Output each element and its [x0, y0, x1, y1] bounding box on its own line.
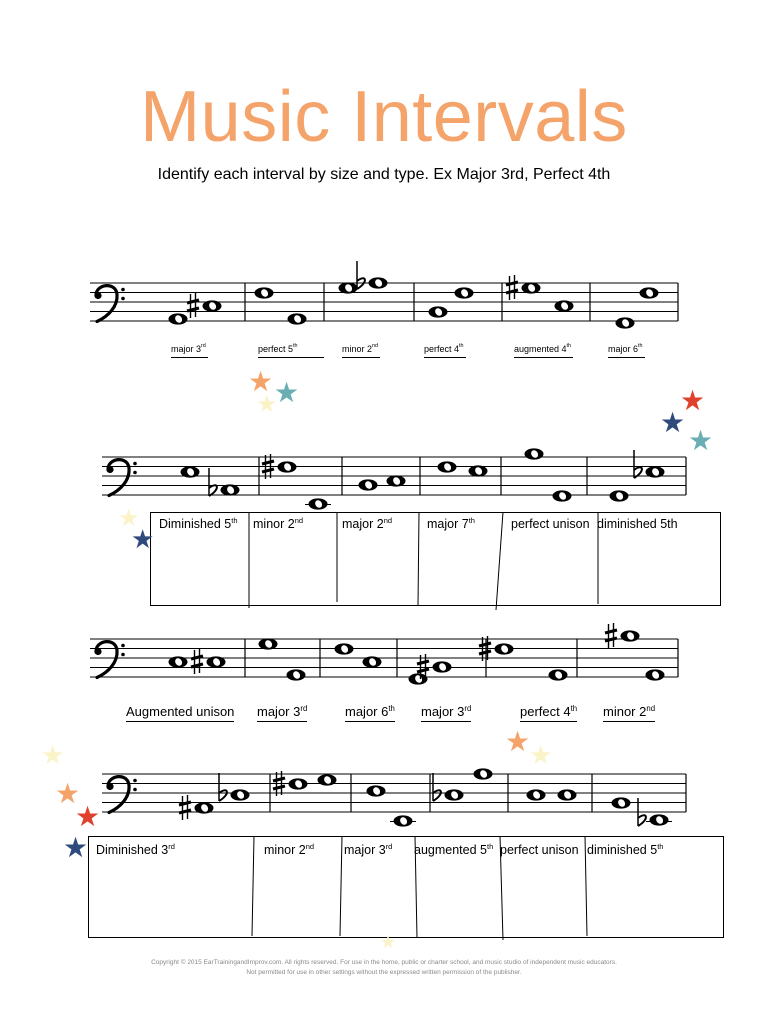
answer-label: perfect 4th — [520, 704, 577, 722]
whole-note — [289, 778, 308, 789]
whole-note — [278, 461, 297, 472]
answer-label: minor 2nd — [342, 344, 380, 358]
flat-icon — [433, 773, 441, 801]
sharp-icon — [179, 795, 191, 820]
flat-icon — [357, 261, 365, 289]
sharp-icon — [605, 623, 617, 648]
flat-icon — [219, 773, 227, 801]
answer-label: augmented 5th — [414, 842, 494, 857]
whole-note — [549, 669, 568, 680]
whole-note — [287, 669, 306, 680]
whole-note — [394, 815, 413, 826]
whole-note — [259, 638, 278, 649]
whole-note — [369, 277, 388, 288]
whole-note — [309, 498, 328, 509]
footer-line: Copyright © 2015 EarTrainingandImprov.com. All rights reserved. For use in the home, public or charter school, and music studio of independent music educators. — [151, 959, 617, 966]
page-title: Music Intervals — [140, 77, 628, 157]
answer-label: Diminished 3rd — [96, 842, 175, 857]
flat-icon — [634, 450, 642, 478]
whole-note — [553, 490, 572, 501]
flat-icon — [209, 468, 217, 496]
star-icon: ★ — [660, 407, 686, 438]
whole-note — [646, 669, 665, 680]
instructions: Identify each interval by size and type. Ex Major 3rd, Perfect 4th — [157, 166, 611, 183]
answer-label: minor 2nd — [264, 842, 315, 857]
whole-note — [433, 661, 452, 672]
answer-label: major 3rd — [257, 704, 307, 722]
star-icon: ★ — [75, 801, 101, 832]
answer-label: perfect unison — [511, 517, 590, 531]
whole-note — [363, 656, 382, 667]
sharp-icon — [506, 275, 518, 300]
whole-note — [387, 475, 406, 486]
whole-note — [339, 282, 358, 293]
whole-note — [455, 287, 474, 298]
star-icon: ★ — [256, 391, 278, 418]
whole-note — [522, 282, 541, 293]
star-icon: ★ — [248, 366, 274, 397]
whole-note — [181, 466, 200, 477]
whole-note — [318, 774, 337, 785]
whole-note — [409, 673, 428, 684]
whole-note — [203, 300, 222, 311]
answer-label: major 3rd — [171, 344, 208, 358]
whole-note — [612, 797, 631, 808]
answer-label: augmented 4th — [514, 344, 573, 358]
star-icon: ★ — [118, 505, 140, 532]
whole-note — [616, 317, 635, 328]
answer-label: major 6th — [608, 344, 645, 358]
whole-note — [495, 643, 514, 654]
whole-note — [646, 466, 665, 477]
sharp-icon — [187, 293, 199, 318]
copyright-footer — [0, 958, 768, 978]
whole-note — [231, 789, 250, 800]
answer-label: minor 2nd — [603, 704, 655, 722]
whole-note — [255, 287, 274, 298]
whole-note — [558, 789, 577, 800]
whole-note — [429, 306, 448, 317]
star-icon: ★ — [680, 385, 706, 416]
answer-label: Augmented unison — [126, 704, 234, 722]
music-staff-1 — [90, 274, 680, 334]
star-icon: ★ — [505, 726, 531, 757]
bass-clef-icon — [94, 642, 124, 678]
answer-label: major 7th — [427, 516, 475, 531]
whole-note — [445, 789, 464, 800]
whole-note — [207, 656, 226, 667]
answer-label: perfect unison — [500, 843, 579, 857]
whole-note — [621, 630, 640, 641]
whole-note — [195, 802, 214, 813]
answer-label: Diminished 5th — [159, 516, 238, 531]
answer-label: perfect 5th — [258, 344, 324, 358]
whole-note — [640, 287, 659, 298]
whole-note — [438, 461, 457, 472]
star-icon: ★ — [63, 832, 89, 863]
bass-clef-icon — [94, 286, 124, 322]
whole-note — [169, 313, 188, 324]
star-icon: ★ — [131, 524, 155, 554]
bass-clef-icon — [106, 777, 136, 813]
whole-note — [610, 490, 629, 501]
bass-clef-icon — [106, 460, 136, 496]
whole-note — [169, 656, 188, 667]
music-staff-3 — [90, 630, 680, 690]
whole-note — [650, 814, 669, 825]
answer-label: diminished 5th — [587, 842, 664, 857]
answer-label: diminished 5th — [597, 517, 678, 531]
answer-label: major 2nd — [342, 516, 393, 531]
answer-label: major 3rd — [344, 842, 393, 857]
music-staff-2 — [102, 448, 692, 508]
whole-note — [367, 785, 386, 796]
footer-line: Not permitted for use in other settings without the expressed written permission of the publisher. — [246, 969, 522, 976]
whole-note — [525, 448, 544, 459]
whole-note — [527, 789, 546, 800]
star-icon: ★ — [274, 377, 300, 408]
sharp-icon — [191, 649, 203, 674]
answer-label: perfect 4th — [424, 344, 466, 358]
music-staff-4 — [102, 770, 692, 836]
whole-note — [288, 313, 307, 324]
star-icon: ★ — [529, 740, 553, 770]
whole-note — [555, 300, 574, 311]
answer-label: minor 2nd — [253, 516, 304, 531]
whole-note — [469, 465, 488, 476]
whole-note — [359, 479, 378, 490]
answer-label: major 3rd — [421, 704, 471, 722]
star-icon: ★ — [380, 932, 397, 952]
star-icon: ★ — [688, 425, 714, 456]
answer-label: major 6th — [345, 704, 395, 722]
whole-note — [221, 484, 240, 495]
whole-note — [474, 768, 493, 779]
whole-note — [335, 643, 354, 654]
star-icon: ★ — [55, 778, 81, 809]
star-icon: ★ — [41, 740, 65, 770]
